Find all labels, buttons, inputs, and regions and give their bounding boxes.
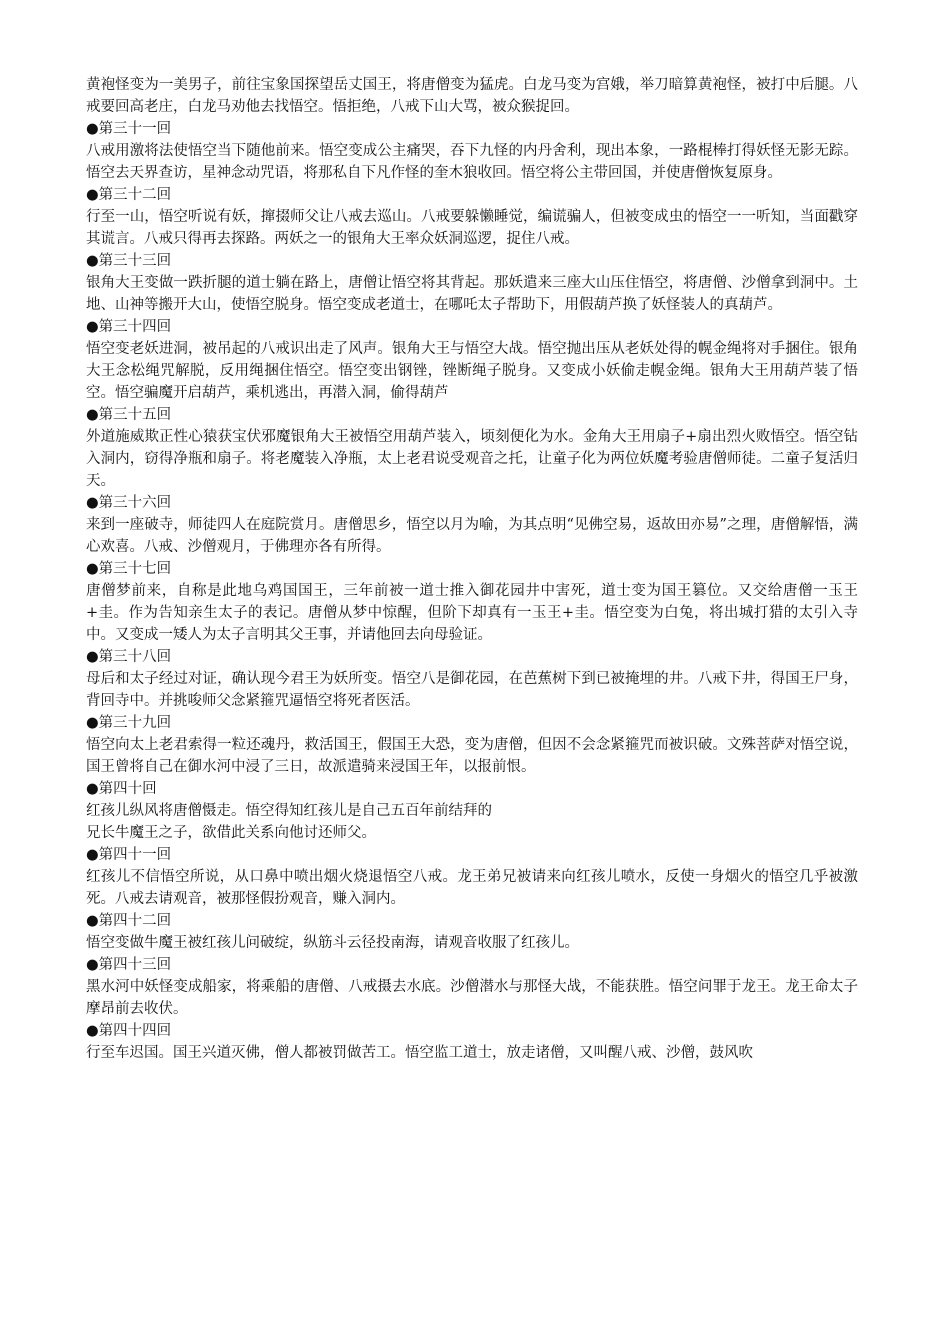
chapter-summary: 悟空向太上老君索得一粒还魂丹，救活国王，假国王大恐，变为唐僧，但因不会念紧箍咒而被识破。文殊菩萨对悟空说，国王曾将自己在御水河中浸了三日，故派遣骑来浸国王年，以报前恨。 — [86, 737, 858, 775]
chapter-summary: 母后和太子经过对证，确认现今君王为妖所变。悟空八是御花园，在芭蕉树下到已被掩埋的井。八戒下井，得国王尸身，背回寺中。并挑唆师父念紧箍咒逼悟空将死者医活。 — [86, 671, 858, 709]
chapter-heading: ●第四十三回 — [86, 957, 172, 973]
intro-paragraph: 黄袍怪变为一美男子，前往宝象国探望岳丈国王，将唐僧变为猛虎。白龙马变为宫娥，举刀暗算黄袍怪，被打中后腿。八戒要回高老庄，白龙马劝他去找悟空。悟拒绝，八戒下山大骂，被众猴捉回。 — [86, 77, 858, 115]
chapter-heading: ●第三十九回 — [86, 715, 172, 731]
chapter-41 — [86, 844, 858, 910]
chapter-summary: 行至一山，悟空听说有妖，撺掇师父让八戒去巡山。八戒要躲懒睡觉，编谎骗人，但被变成虫的悟空一一听知，当面戳穿其谎言。八戒只得再去探路。两妖之一的银角大王率众妖洞巡逻，捉住八戒。 — [86, 209, 858, 247]
chapter-heading: ●第三十二回 — [86, 187, 172, 203]
chapter-heading: ●第三十四回 — [86, 319, 172, 335]
chapter-summary-line: 红孩儿纵风将唐僧慑走。悟空得知红孩儿是自己五百年前结拜的 — [86, 803, 492, 819]
document-page — [86, 74, 858, 1064]
chapter-summary-line: 兄长牛魔王之子，欲借此关系向他讨还师父。 — [86, 825, 376, 841]
chapter-heading: ●第四十四回 — [86, 1023, 172, 1039]
chapter-37 — [86, 558, 858, 646]
chapter-44 — [86, 1020, 858, 1064]
chapter-heading: ●第四十一回 — [86, 847, 172, 863]
chapter-summary: 银角大王变做一跌折腿的道士躺在路上，唐僧让悟空将其背起。那妖遣来三座大山压住悟空，将唐僧、沙僧拿到洞中。土地、山神等搬开大山，使悟空脱身。悟空变成老道士，在哪吒太子帮助下，用假葫芦换了妖怪装人的真葫芦。 — [86, 275, 858, 313]
chapter-summary: 外道施威欺正性心猿获宝伏邪魔银角大王被悟空用葫芦装入，顷刻便化为水。金角大王用扇子+扇出烈火败悟空。悟空钻入洞内，窃得净瓶和扇子。将老魔装入净瓶，太上老君说受观音之托，让童子化为两位妖魔考验唐僧师徒。二童子复活归天。 — [86, 429, 858, 489]
chapter-36 — [86, 492, 858, 558]
chapter-heading: ●第三十七回 — [86, 561, 172, 577]
chapter-summary: 唐僧梦前来，自称是此地乌鸡国国王，三年前被一道士推入御花园井中害死，道士变为国王篡位。又交给唐僧一玉王+圭。作为告知亲生太子的表记。唐僧从梦中惊醒，但阶下却真有一玉王+圭。悟空变为白兔，将出城打猎的太引入寺中。又变成一矮人为太子言明其父王事，并请他回去向母验证。 — [86, 583, 858, 643]
chapter-31 — [86, 118, 858, 184]
chapter-43 — [86, 954, 858, 1020]
chapter-heading: ●第三十三回 — [86, 253, 172, 269]
chapter-35 — [86, 404, 858, 492]
chapter-heading: ●第三十六回 — [86, 495, 172, 511]
chapter-summary: 红孩儿不信悟空所说，从口鼻中喷出烟火烧退悟空八戒。龙王弟兄被请来向红孩儿喷水，反使一身烟火的悟空几乎被激死。八戒去请观音，被那怪假扮观音，赚入洞内。 — [86, 869, 858, 907]
chapter-38 — [86, 646, 858, 712]
chapter-summary — [86, 800, 858, 844]
chapter-heading: ●第三十八回 — [86, 649, 172, 665]
chapter-heading: ●第三十五回 — [86, 407, 172, 423]
chapter-heading: ●第三十一回 — [86, 121, 172, 137]
chapter-32 — [86, 184, 858, 250]
chapter-34 — [86, 316, 858, 404]
chapter-39 — [86, 712, 858, 778]
chapter-summary: 黑水河中妖怪变成船家，将乘船的唐僧、八戒摄去水底。沙僧潜水与那怪大战，不能获胜。悟空问罪于龙王。龙王命太子摩昂前去收伏。 — [86, 979, 858, 1017]
chapter-40 — [86, 778, 858, 844]
chapter-33 — [86, 250, 858, 316]
chapter-summary: 悟空变老妖进洞，被吊起的八戒识出走了风声。银角大王与悟空大战。悟空抛出压从老妖处得的幌金绳将对手捆住。银角大王念松绳咒解脱，反用绳捆住悟空。悟空变出钢锉，锉断绳子脱身。又变成小妖偷走幌金绳。银角大王用葫芦装了悟空。悟空骗魔开启葫芦，乘机逃出，再潜入洞，偷得葫芦 — [86, 341, 858, 401]
chapter-42 — [86, 910, 858, 954]
chapter-summary: 悟空变做牛魔王被红孩儿问破绽，纵筋斗云径投南海，请观音收服了红孩儿。 — [86, 935, 579, 951]
chapter-summary: 八戒用激将法使悟空当下随他前来。悟空变成公主痛哭，吞下九怪的内丹舍利，现出本象，一路棍棒打得妖怪无影无踪。悟空去天界查访，星神念动咒语，将那私自下凡作怪的奎木狼收回。悟空将公主带回国，并使唐僧恢复原身。 — [86, 143, 858, 181]
chapter-summary: 行至车迟国。国王兴道灭佛，僧人都被罚做苦工。悟空监工道士，放走诸僧，又叫醒八戒、沙僧，鼓风吹 — [86, 1045, 753, 1061]
chapter-summary: 来到一座破寺，师徒四人在庭院赏月。唐僧思乡，悟空以月为喻，为其点明“见佛空易，返故田亦易”之理，唐僧解悟，满心欢喜。八戒、沙僧观月，于佛理亦各有所得。 — [86, 517, 858, 555]
chapter-heading: ●第四十回 — [86, 781, 157, 797]
chapter-heading: ●第四十二回 — [86, 913, 172, 929]
